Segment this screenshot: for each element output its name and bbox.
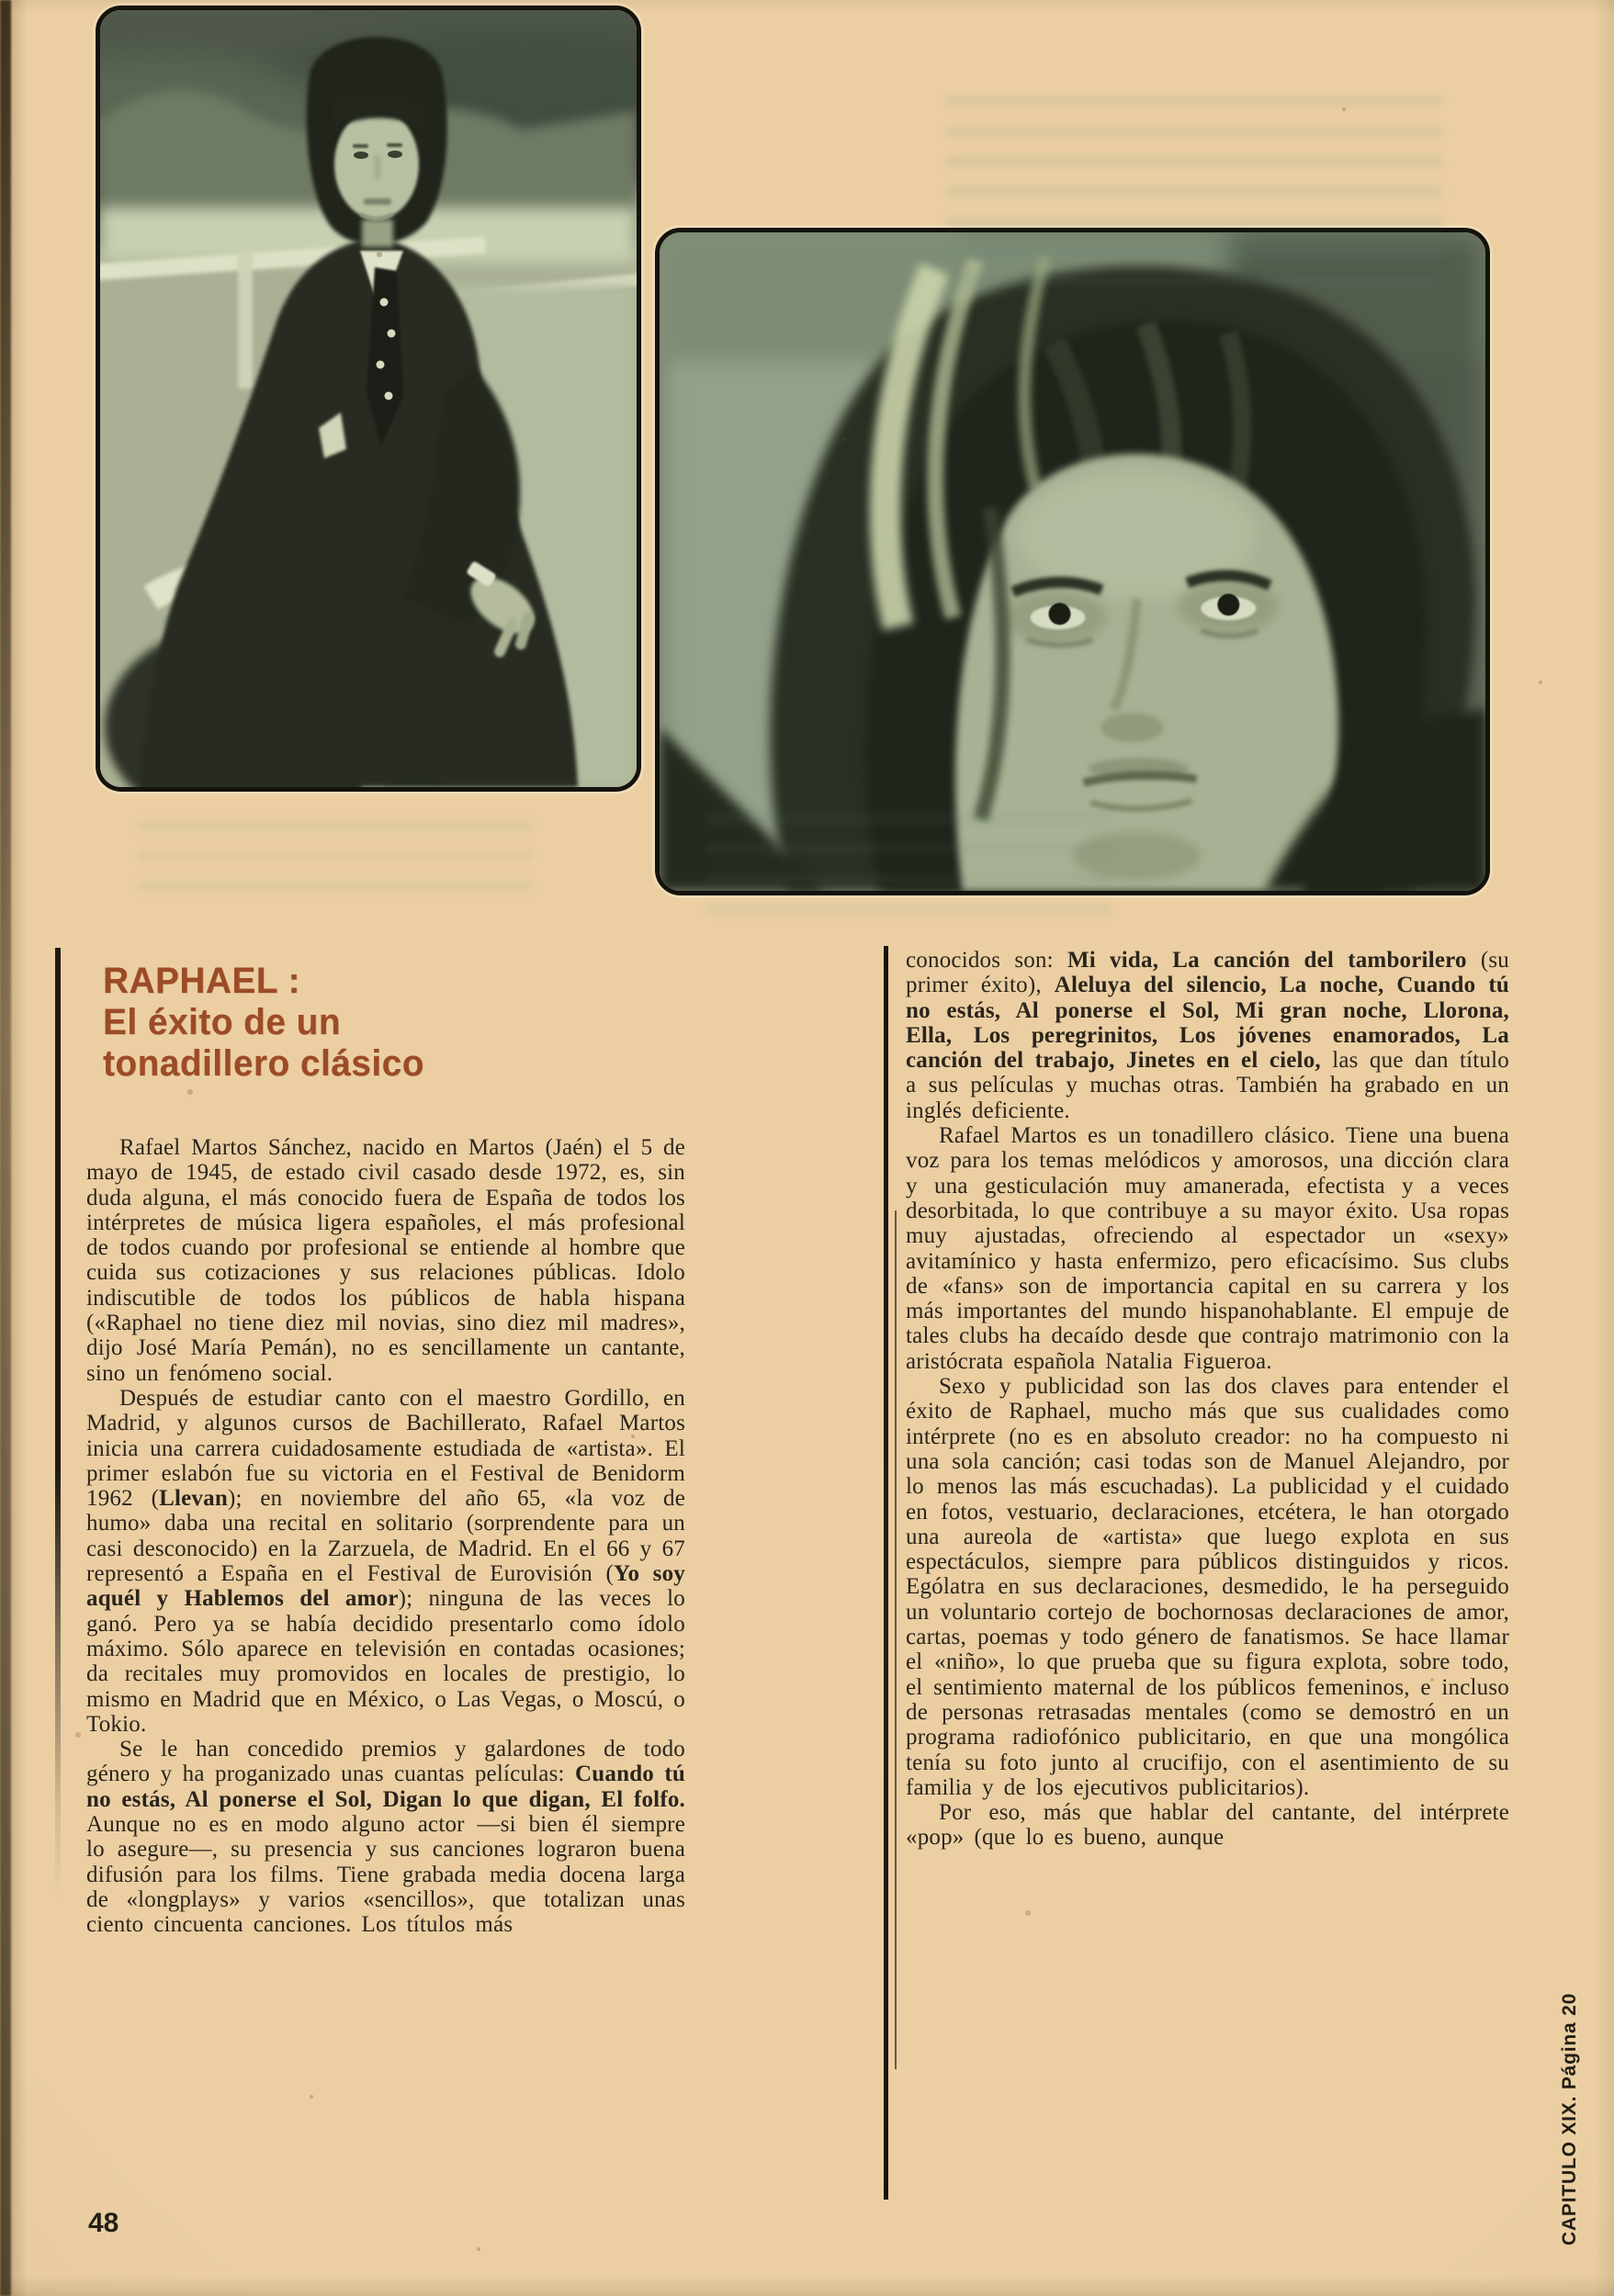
bold-title-run: Yo soy aquél y Hablemos del amor [86,1561,685,1612]
text-run: Se le han concedido premios y galardones de todo género y ha proganizado unas cuantas películas: [86,1737,685,1787]
text-run: Rafael Martos es un tonadillero clásico. Tiene una buena voz para los temas melódicos y amorosos, una dicción clara y una gesticulación muy amanerada, efectista y a veces desorbitada, lo que contribuye a su mayor éxito. Usa ropas muy ajustadas, ofreciendo al espectador un «sexy» avitamínico y hasta enfermizo, pero eficacísimo. Sus clubs de «fans» son de importancia capital en su carrera y los más importantes del mundo hispanohablante. El empuje de tales clubs ha decaído desde que contrajo matrimonio con la aristócrata española Natalia Figueroa. [906,1123,1509,1374]
text-run: Sexo y publicidad son las dos claves para entender el éxito de Raphael, mucho más que sus cualidades como intérprete (no es en absoluto creador: no ha compuesto ni una sola canción; casi todas son de Manuel Alejandro, por lo menos las más escuchadas). La publicidad y el cuidado en fotos, vestuario, declaraciones, etcétera, le han otorgado una aureola de «artista» que luego explota en sus espectáculos, siempre para públicos distinguidos y ricos. Ególatra en sus declaraciones, desmedido, le ha perseguido un voluntario cortejo de bochornosas declaraciones de amor, cartas, poemas y todo género de fanatismos. Se hace llamar el «niño», lo que prueba que su figura explota, sobre todo, el sentimiento maternal de los públicos femeninos, e incluso de personas retrasadas mentales (como se demostró en un programa radiofónico publicitario, en que una mongólica tenía su foto junto al crucifijo, con el asentimiento de su familia y de los ejecutivos publicitarios). [906,1374,1509,1800]
column-left [86,1135,685,1938]
paragraph-career [86,1386,685,1737]
text-run: conocidos son: [906,948,1067,973]
text-run: Después de estudiar canto con el maestro Gordillo, en Madrid, y algunos cursos de Bachillerato, Rafael Martos inicia una carrera cuidadosamente estudiada de «artista». El primer eslabón fue su victoria en el Festival de Benidorm 1962 ( [86,1385,685,1512]
title-line-2: El éxito de un [103,1002,342,1042]
bold-title-run: Cuando tú no estás, Al ponerse el Sol, Digan lo que digan, El folfo. [86,1761,685,1812]
text-run: (su primer éxito), [906,948,1510,998]
raphael-standing-portrait-photo [96,6,641,792]
raphael-face-closeup-photo [655,228,1490,895]
photo-illustration [100,10,637,787]
article-title [103,961,424,1085]
title-line-1: RAPHAEL : [103,961,300,1001]
text-run: ); en noviembre del año 65, «la voz de humo» daba una recital en solitario (sorprendente para un casi desconocido) en la Zarzuela, de Madrid. En el 66 y 67 representó a España en el Festival de Eurovisión ( [86,1486,686,1587]
bold-title-run: Aleluya del silencio, La noche, Cuando tú no estás, Al ponerse el Sol, Mi gran noche, Llorona, Ella, Los peregrinitos, Los jóvenes enamorados, La canción del trabajo, Jinetes en el cielo, [906,973,1509,1074]
photo-illustration [660,232,1485,891]
title-line-3: tonadillero clásico [103,1043,424,1084]
paragraph-style [906,1123,1509,1374]
text-run: las que dan título a sus películas y muchas otras. También ha grabado en un inglés deficiente. [906,1048,1509,1123]
text-run: Aunque no es en modo alguno actor —si bien él siempre lo asegure—, su presencia y sus canciones lograron buena difusión para los films. Tiene grabada media docena larga de «longplays» y varios «sencillos», que totalizan unas ciento cincuenta canciones. Los títulos más [86,1812,685,1938]
page-scan-edge [0,0,11,2296]
paragraph-songs [906,948,1509,1123]
paragraph-bio [86,1135,685,1386]
paragraph-closing [906,1800,1509,1851]
paper-fox-spots [0,0,2,2]
bold-title-run: Mi vida, La canción del tamborilero [1067,948,1467,973]
ink-bleed-through [138,812,533,911]
text-run: Rafael Martos Sánchez, nacido en Martos (Jaén) el 5 de mayo de 1945, de estado civil casado desde 1972, es, sin duda alguna, el más conocido fuera de España de todos los intérpretes de música ligera españoles, el más profesional de todos cuando por profesional se entiende al hombre que cuida sus cotizaciones y sus relaciones públicas. Idolo indiscutible de todos los públicos de habla hispana («Raphael no tiene diez mil novias, sino diez mil madres», dijo José María Pemán), no es sencillamente un cantante, sino un fenómeno social. [86,1135,685,1386]
column-right [906,948,1509,1851]
column-divider-rule-secondary [895,1210,897,2069]
paragraph-films [86,1737,685,1937]
paragraph-publicity [906,1374,1509,1800]
left-margin-rule [55,948,61,1899]
text-run: Por eso, más que hablar del cantante, del intérprete «pop» (que lo es bueno, aunque [906,1800,1509,1851]
ink-bleed-through [946,87,1442,285]
page-number: 48 [88,2208,119,2238]
column-divider-rule [884,946,888,2200]
ink-bleed-through [707,805,1112,926]
text-run: ); ninguna de las veces lo ganó. Pero ya se había decidido presentarlo como ídolo máximo. Sólo aparece en televisión en contadas ocasiones; da recitales muy promovidos en locales de prestigio, lo mismo en Madrid que en México, o Las Vegas, o Moscú, o Tokio. [86,1586,685,1737]
margin-chapter-caption: CAPITULO XIX. Página 20 [1559,1992,1580,2245]
bold-title-run: Llevan [159,1486,228,1512]
